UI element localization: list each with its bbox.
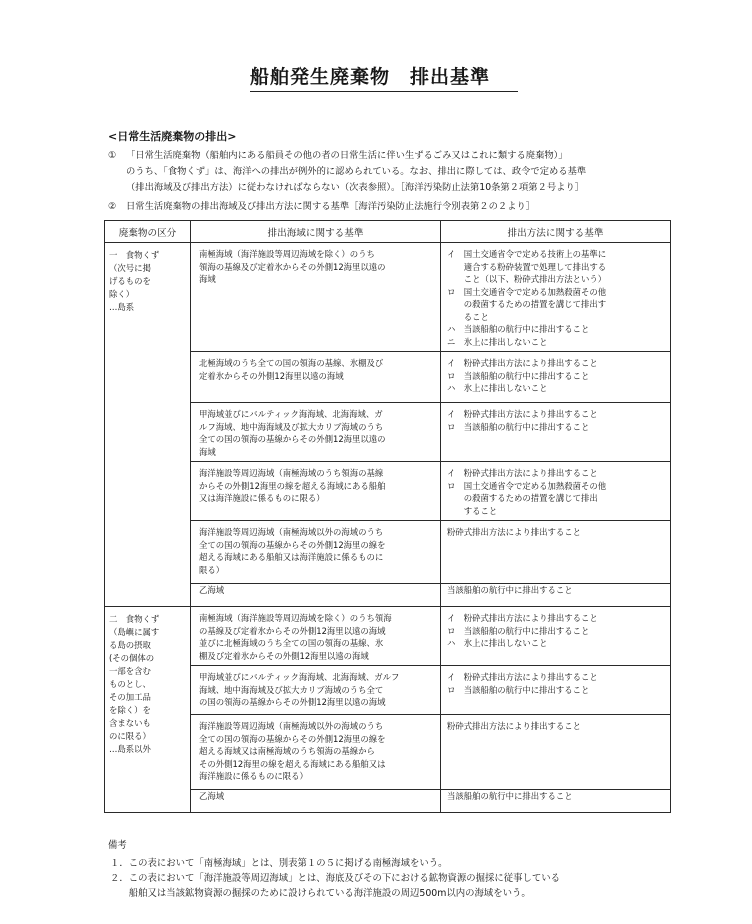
cell-line: 甲海域並びにバルティック海海域、北海海域、ガルフ <box>199 672 400 682</box>
cell-line: の基線及び定着氷からその外側12海里以遠の海域 <box>199 625 386 636</box>
discharge-method-cell <box>441 790 671 813</box>
discharge-method-cell <box>441 666 671 715</box>
cell-line: イ 粉砕式排出方法により排出すること <box>447 358 598 368</box>
header-area: 排出海域に関する基準 <box>191 221 441 243</box>
table-row <box>105 243 671 352</box>
paragraph-number: ② <box>108 201 117 212</box>
table-header-row <box>105 221 671 243</box>
cell-line: ロ 当該船舶の航行中に排出すること <box>447 684 590 695</box>
cell-line: 適合する粉砕装置で処理して排出する <box>447 261 607 272</box>
cell-line: の殺菌するための措置を講じて排出す <box>447 299 607 309</box>
category-line: （次号に掲 <box>109 263 151 273</box>
note-line: ２．この表において「海洋施設等周辺海域」とは、海底及びその下における鉱物資源の掘採に従事している <box>110 873 561 884</box>
discharge-method-cell <box>441 462 671 521</box>
discharge-area-cell <box>191 584 441 607</box>
waste-category-cell <box>105 607 191 813</box>
discharge-method-cell <box>441 243 671 352</box>
cell-line: 乙海域 <box>199 791 225 801</box>
cell-line: ハ 氷上に排出しないこと <box>447 638 548 648</box>
cell-line: 海洋施設等周辺海域（南極海域以外の海域のうち <box>199 527 384 537</box>
discharge-area-cell <box>191 243 441 352</box>
category-line: ものとし、 <box>109 679 151 689</box>
cell-line: ロ 当該船舶の航行中に排出すること <box>447 625 590 636</box>
discharge-area-cell <box>191 352 441 403</box>
category-line: （島嶼に属す <box>109 627 160 637</box>
category-line: げるものを <box>109 276 151 286</box>
cell-line: イ 国土交通省令で定める技術上の基準に <box>447 249 607 259</box>
cell-line: イ 粉砕式排出方法により排出すること <box>447 409 598 419</box>
cell-line: 全ての国の領海の基線からその外側12海里の線を <box>199 539 386 550</box>
cell-line: の殺菌するための措置を講じて排出 <box>447 493 598 503</box>
notes-heading: 備考 <box>108 840 127 851</box>
cell-line: 粉砕式排出方法により排出すること <box>447 527 581 537</box>
cell-line: ハ 氷上に排出しないこと <box>447 383 548 393</box>
discharge-area-cell <box>191 715 441 790</box>
text-line: （排出海域及び排出方法）に従わなければならない（次表参照）。［海洋汚染防止法第10条第２項第２号より］ <box>126 182 585 193</box>
cell-line: 当該船舶の航行中に排出すること <box>447 585 573 595</box>
cell-line: 海洋施設等周辺海域（南極海域のうち領海の基線 <box>199 468 384 478</box>
discharge-method-cell <box>441 715 671 790</box>
cell-line: 定着氷からその外側12海里以遠の海域 <box>199 370 344 381</box>
cell-line: 又は海洋施設に係るものに限る） <box>199 493 325 503</box>
category-line: 一 食物くず <box>109 250 160 260</box>
cell-line: 棚及び定着氷からその外側12海里以遠の海域 <box>199 650 369 661</box>
text-line: のうち、「食物くず」は、海洋への排出が例外的に認められている。なお、排出に際しては、政令で定める基準 <box>126 166 587 177</box>
category-line: のに限る） <box>109 731 151 741</box>
text-line: 日常生活廃棄物の排出海域及び排出方法に関する基準［海洋汚染防止法施行令別表第２の２より］ <box>126 201 536 212</box>
notes <box>108 838 560 901</box>
cell-line: 超える海域又は南極海域のうち領海の基線から <box>199 746 375 756</box>
discharge-method-cell <box>441 403 671 462</box>
category-line: を除く）を <box>109 705 151 715</box>
cell-line: 超える海域にある船舶又は海洋施設に係るものに <box>199 552 384 562</box>
category-line: その加工品 <box>109 692 151 702</box>
cell-line: の国の領海の基線からその外側12海里以遠の海域 <box>199 697 386 707</box>
cell-line: その外側12海里の線を超える海域にある船舶又は <box>199 758 386 769</box>
discharge-area-cell <box>191 521 441 584</box>
table-row <box>105 607 671 666</box>
category-line: 二 食物くず <box>109 614 160 624</box>
discharge-method-cell <box>441 352 671 403</box>
cell-line: 粉砕式排出方法により排出すること <box>447 721 581 731</box>
discharge-standards-table <box>104 220 671 813</box>
cell-line: ロ 当該船舶の航行中に排出すること <box>447 421 590 432</box>
cell-line: 全ての国の領海の基線からその外側12海里以遠の <box>199 434 386 444</box>
cell-line: すること <box>447 505 498 516</box>
page-title: 船舶発生廃棄物 排出基準 <box>250 62 518 92</box>
discharge-area-cell <box>191 403 441 462</box>
discharge-method-cell <box>441 521 671 584</box>
category-line: …島系 <box>109 302 135 312</box>
category-line: る島の摂取 <box>109 640 151 650</box>
discharge-method-cell <box>441 584 671 607</box>
cell-line: ロ 当該船舶の航行中に排出すること <box>447 370 590 381</box>
cell-line: 限る） <box>199 564 225 575</box>
cell-line: ハ 当該船舶の航行中に排出すること <box>447 324 590 334</box>
discharge-area-cell <box>191 790 441 813</box>
cell-line: 領海の基線及び定着氷からその外側12海里以遠の <box>199 261 386 272</box>
cell-line: 南極海域（海洋施設等周辺海域を除く）のうち <box>199 249 375 259</box>
cell-line: 当該船舶の航行中に排出すること <box>447 791 573 801</box>
cell-line: 並びに北極海域のうち全ての国の領海の基線、氷 <box>199 638 384 648</box>
cell-line: ること <box>447 311 489 322</box>
category-line: 除く） <box>109 289 135 299</box>
cell-line: 海域 <box>199 274 216 284</box>
discharge-method-cell <box>441 607 671 666</box>
cell-line: 海域 <box>199 446 216 457</box>
cell-line: 海域、地中海海域及び拡大カリブ海域のうち全て <box>199 684 384 695</box>
cell-line: イ 粉砕式排出方法により排出すること <box>447 613 598 623</box>
cell-line: 海洋施設に係るものに限る） <box>199 771 308 781</box>
discharge-area-cell <box>191 462 441 521</box>
header-category: 廃棄物の区分 <box>105 221 191 243</box>
cell-line: ルフ海域、地中海海域及び拡大カリブ海域のうち <box>199 421 384 432</box>
header-method: 排出方法に関する基準 <box>441 221 671 243</box>
discharge-area-cell <box>191 607 441 666</box>
category-line: …島系以外 <box>109 744 151 754</box>
paragraph-number: ① <box>108 150 117 161</box>
cell-line: 南極海域（海洋施設等周辺海域を除く）のうち領海 <box>199 613 392 623</box>
cell-line: 北極海域のうち全ての国の領海の基線、氷棚及び <box>199 358 384 368</box>
cell-line: ロ 国土交通省令で定める加熱殺菌その他 <box>447 480 607 491</box>
cell-line: 甲海域並びにバルティック海海域、北海海域、ガ <box>199 409 383 419</box>
cell-line: イ 粉砕式排出方法により排出すること <box>447 468 598 478</box>
note-line: １．この表において「南極海域」とは、別表第１の５に掲げる南極海域をいう。 <box>110 858 448 869</box>
cell-line: こと（以下、粉砕式排出方法という） <box>447 274 607 284</box>
cell-line: 海洋施設等周辺海域（南極海域以外の海域のうち <box>199 721 384 731</box>
discharge-area-cell <box>191 666 441 715</box>
note-line: 船舶又は当該鉱物資源の掘採のために設けられている海洋施設の周辺500m以内の海域をいう。 <box>110 888 531 899</box>
category-line: 一部を含む <box>109 666 151 676</box>
cell-line: 全ての国の領海の基線からその外側12海里の線を <box>199 733 386 744</box>
cell-line: からその外側12海里の線を超える海域にある船舶 <box>199 480 386 491</box>
section-heading: <日常生活廃棄物の排出> <box>108 130 237 143</box>
category-line: 含まないも <box>109 718 151 728</box>
category-line: (その個体の <box>109 653 155 663</box>
cell-line: ニ 氷上に排出しないこと <box>447 336 548 347</box>
waste-category-cell <box>105 243 191 607</box>
cell-line: ロ 国土交通省令で定める加熱殺菌その他 <box>447 286 607 297</box>
text-line: 「日常生活廃棄物（船舶内にある船員その他の者の日常生活に伴い生ずるごみ又はこれに類する廃棄物）」 <box>126 150 568 161</box>
cell-line: イ 粉砕式排出方法により排出すること <box>447 672 598 682</box>
cell-line: 乙海域 <box>199 585 225 595</box>
